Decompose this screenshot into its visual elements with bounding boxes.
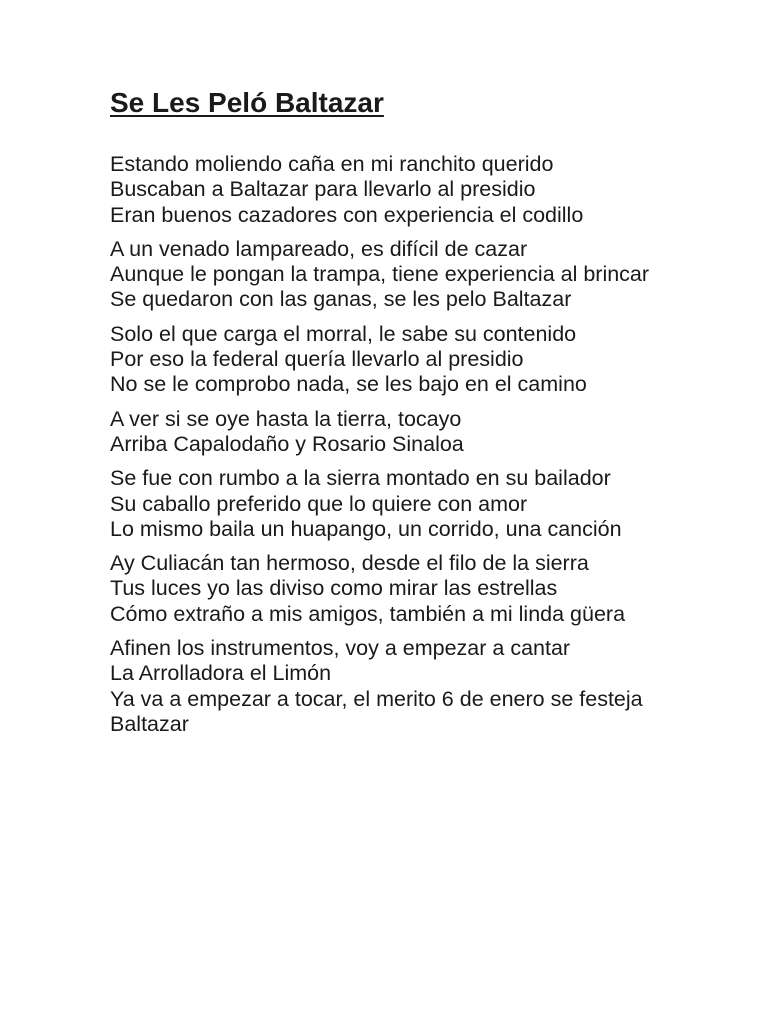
stanza-5 xyxy=(110,466,670,542)
lyric-line: Tus luces yo las diviso como mirar las estrellas xyxy=(110,576,558,601)
lyric-line: Afinen los instrumentos, voy a empezar a cantar xyxy=(110,636,571,661)
stanza-2 xyxy=(110,237,670,313)
lyric-line: Ay Culiacán tan hermoso, desde el filo de la sierra xyxy=(110,551,589,576)
lyric-line: La Arrolladora el Limón xyxy=(110,661,332,686)
lyric-line: Se quedaron con las ganas, se les pelo Baltazar xyxy=(110,287,572,312)
lyric-line: Ya va a empezar a tocar, el merito 6 de enero se festeja Baltazar xyxy=(110,686,643,736)
document-page xyxy=(110,84,670,746)
lyric-line: Su caballo preferido que lo quiere con amor xyxy=(110,491,528,516)
lyric-line: Arriba Capalodaño y Rosario Sinaloa xyxy=(110,431,464,456)
stanza-4 xyxy=(110,407,670,458)
document-title: Se Les Peló Baltazar xyxy=(110,87,384,118)
lyric-line: Se fue con rumbo a la sierra montado en su bailador xyxy=(110,466,611,491)
lyric-line: Estando moliendo caña en mi ranchito querido xyxy=(110,152,554,176)
lyric-line: Aunque le pongan la trampa, tiene experiencia al brincar xyxy=(110,262,650,287)
lyric-line: A un venado lampareado, es difícil de cazar xyxy=(110,236,528,261)
stanza-6 xyxy=(110,551,670,627)
stanza-1 xyxy=(110,152,670,228)
lyric-line: A ver si se oye hasta la tierra, tocayo xyxy=(110,406,462,431)
lyric-line: Por eso la federal quería llevarlo al presidio xyxy=(110,347,524,372)
stanza-3 xyxy=(110,322,670,398)
lyric-line: Cómo extraño a mis amigos, también a mi linda güera xyxy=(110,601,626,626)
stanza-7 xyxy=(110,636,670,737)
lyric-line: No se le comprobo nada, se les bajo en el camino xyxy=(110,372,587,397)
lyrics-body xyxy=(110,152,670,737)
lyric-line: Buscaban a Baltazar para llevarlo al presidio xyxy=(110,177,536,202)
lyric-line: Lo mismo baila un huapango, un corrido, una canción xyxy=(110,516,622,541)
lyric-line: Solo el que carga el morral, le sabe su contenido xyxy=(110,321,577,346)
lyric-line: Eran buenos cazadores con experiencia el codillo xyxy=(110,202,584,227)
